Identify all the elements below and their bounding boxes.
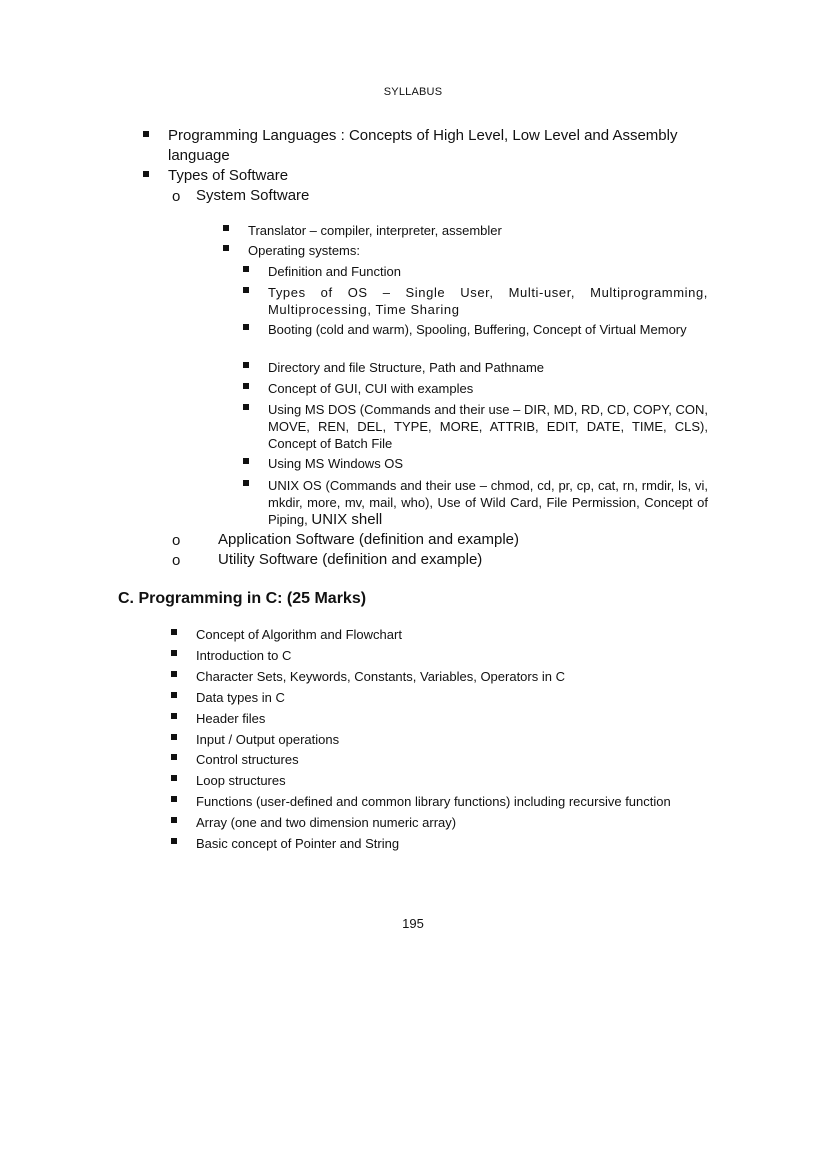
list-item-programming-languages: Programming Languages : Concepts of High Level, Low Level and Assembly language (168, 127, 678, 164)
c-item-algorithm: Concept of Algorithm and Flowchart (196, 627, 402, 642)
os-item-unix (268, 477, 708, 528)
c-item-functions: Functions (user-defined and common library functions) including recursive function (196, 794, 671, 809)
os-item-ms-windows: Using MS Windows OS (268, 456, 404, 471)
os-item-gui: Concept of GUI, CUI with examples (268, 381, 474, 396)
section-c-heading: C. Programming in C: (25 Marks) (118, 590, 367, 607)
bullet-icon (143, 171, 149, 177)
circle-bullet-icon: o (172, 552, 181, 569)
bullet-icon (143, 131, 149, 137)
bullet-icon (223, 245, 229, 251)
bullet-icon (171, 713, 177, 719)
page-header: SYLLABUS (383, 86, 443, 98)
c-item-character-sets: Character Sets, Keywords, Constants, Variables, Operators in C (196, 669, 565, 684)
c-item-control: Control structures (196, 752, 299, 767)
c-item-pointer: Basic concept of Pointer and String (196, 836, 400, 851)
bullet-icon (243, 266, 249, 272)
page-number: 195 (402, 916, 424, 931)
list-item-translator: Translator – compiler, interpreter, assembler (248, 223, 502, 238)
bullet-icon (171, 671, 177, 677)
bullet-icon (171, 629, 177, 635)
bullet-icon (171, 754, 177, 760)
os-item-ms-dos: Using MS DOS (Commands and their use – DIR, MD, RD, CD, COPY, CON, MOVE, REN, DEL, TYPE, MORE, ATTRIB, EDIT, DATE, TIME, CLS), Concept of Batch File (268, 402, 708, 451)
bullet-icon (243, 458, 249, 464)
bullet-icon (243, 287, 249, 293)
bullet-icon (243, 324, 249, 330)
bullet-icon (171, 838, 177, 844)
os-item-booting: Booting (cold and warm), Spooling, Buffering, Concept of Virtual Memory (268, 322, 687, 337)
bullet-icon (171, 817, 177, 823)
bullet-icon (171, 650, 177, 656)
application-software-item: Application Software (definition and example) (218, 531, 520, 548)
os-item-directory: Directory and file Structure, Path and Pathname (268, 360, 545, 375)
circle-bullet-icon: o (172, 532, 181, 549)
c-item-header-files: Header files (196, 711, 266, 726)
bullet-icon (243, 362, 249, 368)
bullet-icon (171, 775, 177, 781)
bullet-icon (243, 383, 249, 389)
os-item-unix-shell: UNIX shell (311, 511, 383, 528)
circle-bullet-icon: o (172, 188, 181, 205)
system-software-label: System Software (196, 187, 310, 204)
c-item-loop: Loop structures (196, 773, 286, 788)
os-item-definition: Definition and Function (268, 264, 401, 279)
os-item-unix-text: UNIX OS (Commands and their use – chmod, cd, pr, cp, cat, rn, rmdir, ls, vi, mkdir, more, mv, mail, who), Use of Wild Card, File Permission, Concept of Piping, (268, 478, 708, 527)
os-item-types: Types of OS – Single User, Multi-user, Multiprogramming, Multiprocessing, Time Sharing (268, 285, 708, 317)
list-item-operating-systems: Operating systems: (248, 243, 360, 258)
bullet-icon (243, 404, 249, 410)
c-item-io: Input / Output operations (196, 732, 340, 747)
list-item-types-of-software: Types of Software (168, 167, 289, 184)
c-item-array: Array (one and two dimension numeric array) (196, 815, 457, 830)
c-item-intro: Introduction to C (196, 648, 292, 663)
utility-software-item: Utility Software (definition and example) (218, 551, 483, 568)
bullet-icon (171, 796, 177, 802)
bullet-icon (223, 225, 229, 231)
bullet-icon (171, 692, 177, 698)
bullet-icon (243, 480, 249, 486)
c-item-data-types: Data types in C (196, 690, 285, 705)
bullet-icon (171, 734, 177, 740)
